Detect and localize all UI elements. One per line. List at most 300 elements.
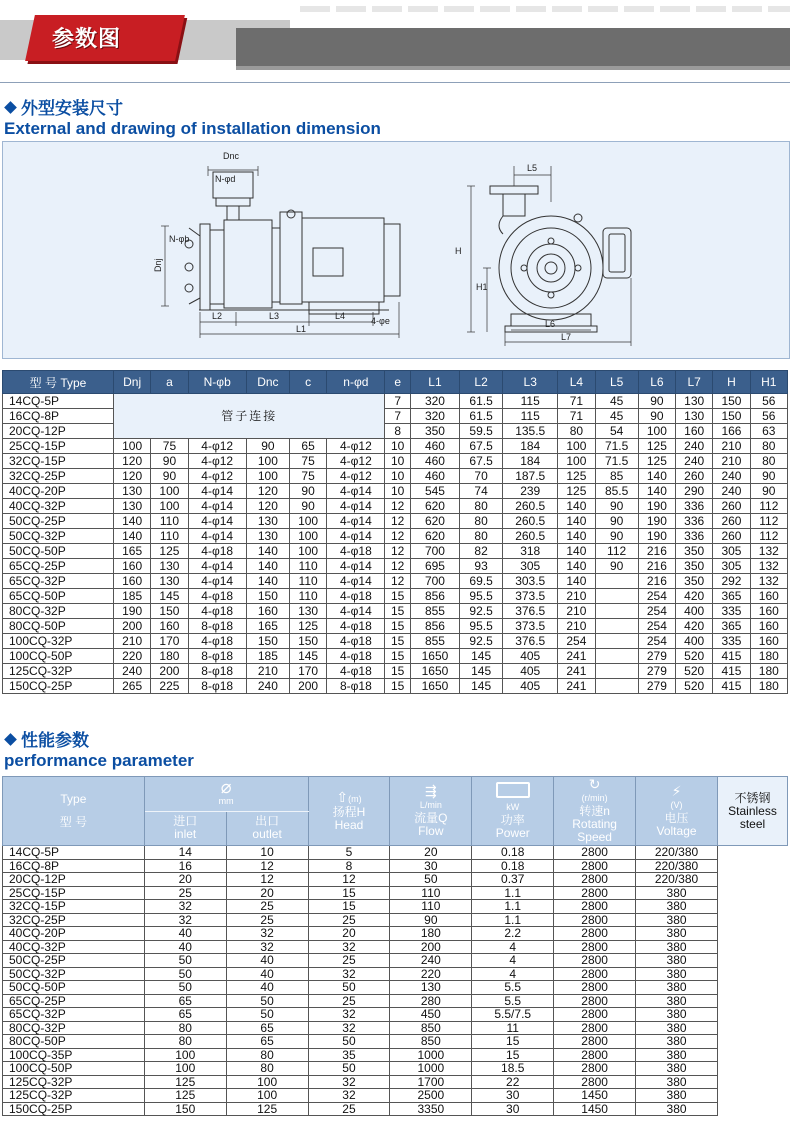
table-cell: 12 xyxy=(226,859,308,873)
table-cell: 856 xyxy=(410,589,459,604)
table-cell: 65 xyxy=(226,1021,308,1035)
table-cell: 130 xyxy=(114,499,151,514)
table-cell: 320 xyxy=(410,394,459,409)
table-row xyxy=(3,664,788,679)
table-cell: 545 xyxy=(410,484,459,499)
table-cell: 254 xyxy=(638,589,675,604)
table-cell: 2800 xyxy=(554,913,636,927)
table-cell: 4 xyxy=(472,940,554,954)
table-cell: 4-φ12 xyxy=(327,469,385,484)
table-cell: 380 xyxy=(636,1102,718,1116)
table-cell: 145 xyxy=(151,589,188,604)
table-cell: 405 xyxy=(503,649,558,664)
table-cell: 150 xyxy=(289,634,326,649)
table-cell: 61.5 xyxy=(460,409,503,424)
model-cell: 125CQ-32P xyxy=(3,664,114,679)
table-cell: 2800 xyxy=(554,954,636,968)
model-cell: 20CQ-12P xyxy=(3,873,145,887)
table-cell: 0.18 xyxy=(472,859,554,873)
table-cell: 80 xyxy=(460,499,503,514)
table-cell: 50 xyxy=(308,1035,390,1049)
table-cell: 40 xyxy=(226,981,308,995)
table-cell: 100 xyxy=(144,1062,226,1076)
table-cell: 140 xyxy=(558,514,595,529)
dim-header-col: e xyxy=(385,371,410,394)
table-cell: 1.1 xyxy=(472,886,554,900)
table-cell: 380 xyxy=(636,1062,718,1076)
table-cell: 180 xyxy=(750,649,787,664)
table-cell: 40 xyxy=(144,927,226,941)
table-cell: 216 xyxy=(638,574,675,589)
table-cell: 80 xyxy=(144,1035,226,1049)
table-cell: 320 xyxy=(410,409,459,424)
table-cell: 15 xyxy=(472,1035,554,1049)
table-cell: 4-φ12 xyxy=(188,439,246,454)
table-cell: 90 xyxy=(638,409,675,424)
table-cell: 140 xyxy=(558,559,595,574)
dim-header-col: L5 xyxy=(595,371,638,394)
model-cell: 14CQ-5P xyxy=(3,394,114,409)
table-cell: 90 xyxy=(390,913,472,927)
table-cell: 220/380 xyxy=(636,846,718,860)
table-cell: 145 xyxy=(460,649,503,664)
table-cell: 180 xyxy=(151,649,188,664)
table-cell: 11 xyxy=(472,1021,554,1035)
table-cell: 190 xyxy=(638,514,675,529)
table-cell: 30 xyxy=(390,859,472,873)
diamond-bullet-icon xyxy=(4,733,17,746)
table-cell: 90 xyxy=(289,499,326,514)
model-cell: 80CQ-50P xyxy=(3,1035,145,1049)
perf-header-outlet xyxy=(226,811,308,846)
table-row xyxy=(3,954,788,968)
table-row xyxy=(3,619,788,634)
dim-header-col: Dnj xyxy=(114,371,151,394)
table-cell: 90 xyxy=(750,484,787,499)
perf-header-outlet-en: outlet xyxy=(252,827,282,842)
table-cell: 4-φ14 xyxy=(327,484,385,499)
table-cell: 75 xyxy=(289,454,326,469)
table-cell: 240 xyxy=(246,679,289,694)
table-cell: 110 xyxy=(390,900,472,914)
table-row xyxy=(3,544,788,559)
table-cell: 140 xyxy=(638,484,675,499)
table-cell xyxy=(595,604,638,619)
table-cell: 4-φ18 xyxy=(188,589,246,604)
table-cell: 240 xyxy=(390,954,472,968)
table-cell: 115 xyxy=(503,409,558,424)
table-cell: 130 xyxy=(114,484,151,499)
perf-header-head xyxy=(308,777,390,846)
table-cell: 700 xyxy=(410,574,459,589)
perf-header-flow-en: Flow xyxy=(418,823,444,838)
perf-header-power-en: Power xyxy=(495,826,530,840)
table-cell: 850 xyxy=(390,1035,472,1049)
table-cell: 184 xyxy=(503,454,558,469)
table-cell: 80 xyxy=(460,529,503,544)
model-cell: 65CQ-32P xyxy=(3,1008,145,1022)
table-cell: 80 xyxy=(460,514,503,529)
model-cell: 32CQ-25P xyxy=(3,913,145,927)
table-cell: 290 xyxy=(676,484,713,499)
table-cell: 59.5 xyxy=(460,424,503,439)
section-dimension-title-en: External and drawing of installation dimension xyxy=(4,119,381,138)
table-cell: 5.5 xyxy=(472,994,554,1008)
table-row xyxy=(3,604,788,619)
label-l3: L3 xyxy=(269,311,280,321)
table-cell: 50 xyxy=(226,1008,308,1022)
table-cell: 150 xyxy=(246,589,289,604)
dimension-table-header-row xyxy=(3,371,788,394)
label-n-phi-d: N-φd xyxy=(215,174,236,184)
table-cell: 65 xyxy=(226,1035,308,1049)
table-cell: 185 xyxy=(246,649,289,664)
label-dnj: Dnj xyxy=(153,258,163,272)
table-cell: 350 xyxy=(676,544,713,559)
table-cell: 50 xyxy=(144,981,226,995)
table-cell: 12 xyxy=(385,529,410,544)
table-cell: 32 xyxy=(144,900,226,914)
table-row xyxy=(3,679,788,694)
table-cell: 620 xyxy=(410,499,459,514)
table-cell: 5.5/7.5 xyxy=(472,1008,554,1022)
table-cell: 4 xyxy=(472,967,554,981)
table-cell: 335 xyxy=(713,634,750,649)
table-cell: 12 xyxy=(385,574,410,589)
table-cell: 100 xyxy=(144,1048,226,1062)
table-cell: 200 xyxy=(151,664,188,679)
table-row xyxy=(3,394,788,409)
table-cell: 56 xyxy=(750,409,787,424)
table-cell: 45 xyxy=(595,394,638,409)
table-cell: 95.5 xyxy=(460,589,503,604)
table-cell: 140 xyxy=(114,514,151,529)
table-cell: 380 xyxy=(636,981,718,995)
table-cell: 65 xyxy=(144,1008,226,1022)
table-cell: 165 xyxy=(246,619,289,634)
table-cell xyxy=(595,589,638,604)
table-cell: 210 xyxy=(713,454,750,469)
table-cell: 1.1 xyxy=(472,913,554,927)
table-cell: 80 xyxy=(226,1048,308,1062)
table-row xyxy=(3,1048,788,1062)
table-cell: 180 xyxy=(390,927,472,941)
table-cell: 100 xyxy=(638,424,675,439)
table-cell: 1000 xyxy=(390,1062,472,1076)
table-cell: 100 xyxy=(289,514,326,529)
table-cell: 335 xyxy=(713,604,750,619)
table-cell: 125 xyxy=(226,1102,308,1116)
table-cell: 32 xyxy=(308,940,390,954)
table-cell: 260 xyxy=(713,529,750,544)
perf-header-head-zh: 扬程H xyxy=(332,804,366,819)
table-cell: 210 xyxy=(713,439,750,454)
perf-header-voltage xyxy=(636,777,718,846)
table-cell: 125 xyxy=(558,469,595,484)
table-row xyxy=(3,927,788,941)
table-cell: 112 xyxy=(750,514,787,529)
perf-header-speed-en1: Rotating xyxy=(572,817,617,831)
table-cell: 140 xyxy=(246,559,289,574)
table-cell: 30 xyxy=(472,1089,554,1103)
table-cell: 140 xyxy=(246,544,289,559)
table-cell: 140 xyxy=(114,529,151,544)
table-cell: 350 xyxy=(676,574,713,589)
model-cell: 16CQ-8P xyxy=(3,409,114,424)
table-cell: 32 xyxy=(308,1008,390,1022)
dim-header-col: L6 xyxy=(638,371,675,394)
table-cell: 100 xyxy=(558,439,595,454)
perf-header-flow-unit: L/min xyxy=(419,799,442,810)
table-cell: 4-φ18 xyxy=(327,544,385,559)
table-cell: 90 xyxy=(595,514,638,529)
table-cell: 415 xyxy=(713,679,750,694)
table-cell: 75 xyxy=(289,469,326,484)
table-row xyxy=(3,559,788,574)
perf-header-voltage-en: Voltage xyxy=(656,823,697,838)
table-cell: 15 xyxy=(472,1048,554,1062)
table-cell: 225 xyxy=(151,679,188,694)
model-cell: 65CQ-32P xyxy=(3,574,114,589)
dimension-table-body xyxy=(3,394,788,694)
table-cell: 50 xyxy=(226,994,308,1008)
table-cell: 15 xyxy=(385,649,410,664)
table-cell: 110 xyxy=(390,886,472,900)
table-cell: 145 xyxy=(460,679,503,694)
table-cell: 70 xyxy=(460,469,503,484)
table-cell: 10 xyxy=(385,469,410,484)
table-cell: 279 xyxy=(638,679,675,694)
table-cell: 415 xyxy=(713,664,750,679)
perf-header-inlet-en: inlet xyxy=(174,827,197,842)
table-cell: 10 xyxy=(226,846,308,860)
table-cell: 92.5 xyxy=(460,634,503,649)
table-cell: 260 xyxy=(676,469,713,484)
table-row xyxy=(3,649,788,664)
table-cell: 71.5 xyxy=(595,439,638,454)
model-cell: 65CQ-25P xyxy=(3,994,145,1008)
table-cell: 110 xyxy=(289,559,326,574)
table-cell: 279 xyxy=(638,649,675,664)
table-cell: 210 xyxy=(114,634,151,649)
table-cell: 7 xyxy=(385,394,410,409)
table-cell: 61.5 xyxy=(460,394,503,409)
dim-header-col: H xyxy=(713,371,750,394)
table-row xyxy=(3,634,788,649)
table-cell: 25 xyxy=(308,1102,390,1116)
table-cell: 71 xyxy=(558,394,595,409)
dim-header-col: n-φd xyxy=(327,371,385,394)
table-cell: 140 xyxy=(638,469,675,484)
perf-header-inlet xyxy=(144,811,226,846)
perf-header-speed-zh: 转速n xyxy=(579,804,610,818)
table-cell: 2800 xyxy=(554,1048,636,1062)
table-cell: 187.5 xyxy=(503,469,558,484)
table-cell: 318 xyxy=(503,544,558,559)
table-cell: 50 xyxy=(144,954,226,968)
table-cell: 69.5 xyxy=(460,574,503,589)
table-cell: 56 xyxy=(750,394,787,409)
table-cell: 380 xyxy=(636,1008,718,1022)
table-cell: 4-φ18 xyxy=(327,634,385,649)
table-cell: 260.5 xyxy=(503,529,558,544)
label-4-phi-e: 4-φe xyxy=(371,316,390,326)
table-cell: 365 xyxy=(713,619,750,634)
table-cell: 420 xyxy=(676,589,713,604)
table-cell: 1450 xyxy=(554,1089,636,1103)
table-cell: 130 xyxy=(151,574,188,589)
table-cell: 265 xyxy=(114,679,151,694)
dim-header-col: c xyxy=(289,371,326,394)
table-cell: 25 xyxy=(144,886,226,900)
model-cell: 100CQ-50P xyxy=(3,649,114,664)
table-cell: 110 xyxy=(289,574,326,589)
model-cell: 16CQ-8P xyxy=(3,859,145,873)
table-cell: 336 xyxy=(676,514,713,529)
table-cell: 130 xyxy=(151,559,188,574)
table-cell: 4-φ14 xyxy=(188,499,246,514)
table-cell: 150 xyxy=(144,1102,226,1116)
diameter-icon: ⌀ xyxy=(220,777,232,798)
table-cell: 4-φ18 xyxy=(327,649,385,664)
table-cell: 620 xyxy=(410,529,459,544)
table-cell: 400 xyxy=(676,604,713,619)
table-cell: 2.2 xyxy=(472,927,554,941)
table-cell: 8-φ18 xyxy=(188,649,246,664)
table-cell: 54 xyxy=(595,424,638,439)
perf-header-voltage-unit: (V) xyxy=(670,799,683,810)
table-cell: 380 xyxy=(636,1035,718,1049)
table-cell: 25 xyxy=(226,900,308,914)
perf-header-type xyxy=(3,777,145,846)
table-cell: 8 xyxy=(385,424,410,439)
table-row xyxy=(3,1021,788,1035)
table-row xyxy=(3,981,788,995)
table-row xyxy=(3,514,788,529)
table-row xyxy=(3,967,788,981)
table-cell: 4-φ14 xyxy=(188,574,246,589)
table-cell: 71 xyxy=(558,409,595,424)
table-row xyxy=(3,499,788,514)
table-cell: 405 xyxy=(503,664,558,679)
table-cell: 2800 xyxy=(554,1035,636,1049)
dim-header-col: L7 xyxy=(676,371,713,394)
table-cell: 14 xyxy=(144,846,226,860)
table-cell: 210 xyxy=(558,619,595,634)
table-cell: 185 xyxy=(114,589,151,604)
table-cell: 160 xyxy=(750,604,787,619)
table-cell: 241 xyxy=(558,664,595,679)
model-cell: 65CQ-50P xyxy=(3,589,114,604)
table-cell: 80 xyxy=(226,1062,308,1076)
table-cell: 380 xyxy=(636,954,718,968)
table-cell: 520 xyxy=(676,649,713,664)
table-cell: 184 xyxy=(503,439,558,454)
table-cell: 254 xyxy=(638,619,675,634)
table-cell: 1000 xyxy=(390,1048,472,1062)
table-cell: 0.37 xyxy=(472,873,554,887)
model-cell: 100CQ-35P xyxy=(3,1048,145,1062)
perf-header-head-unit: (m) xyxy=(348,793,362,804)
table-cell: 10 xyxy=(385,484,410,499)
table-cell: 856 xyxy=(410,619,459,634)
table-cell: 12 xyxy=(385,514,410,529)
table-cell: 260.5 xyxy=(503,514,558,529)
table-cell: 90 xyxy=(638,394,675,409)
table-cell: 63 xyxy=(750,424,787,439)
motor-icon xyxy=(496,782,530,798)
model-cell: 40CQ-20P xyxy=(3,484,114,499)
table-cell: 180 xyxy=(750,664,787,679)
table-cell: 350 xyxy=(410,424,459,439)
table-cell: 150 xyxy=(713,409,750,424)
perf-header-type-en: Type xyxy=(60,792,87,806)
label-l2: L2 xyxy=(212,311,223,321)
label-n-phi-b: N-φb xyxy=(169,234,190,244)
table-cell: 8-φ18 xyxy=(188,679,246,694)
table-cell: 10 xyxy=(385,454,410,469)
table-cell: 5.5 xyxy=(472,981,554,995)
table-row xyxy=(3,439,788,454)
table-cell: 380 xyxy=(636,967,718,981)
table-row xyxy=(3,846,788,860)
dim-header-col: L2 xyxy=(460,371,503,394)
model-cell: 14CQ-5P xyxy=(3,846,145,860)
table-cell: 4-φ14 xyxy=(188,514,246,529)
table-row xyxy=(3,1089,788,1103)
table-cell: 241 xyxy=(558,649,595,664)
table-row xyxy=(3,484,788,499)
table-cell: 4-φ14 xyxy=(327,499,385,514)
table-row xyxy=(3,589,788,604)
table-cell: 200 xyxy=(114,619,151,634)
table-cell: 8-φ18 xyxy=(188,664,246,679)
dim-header-col: Dnc xyxy=(246,371,289,394)
table-cell: 35 xyxy=(308,1048,390,1062)
table-cell: 125 xyxy=(144,1089,226,1103)
table-cell: 32 xyxy=(144,913,226,927)
table-cell: 2800 xyxy=(554,967,636,981)
lightning-icon: ⚡ xyxy=(671,782,682,799)
table-cell xyxy=(595,679,638,694)
table-cell: 132 xyxy=(750,544,787,559)
pump-drawing-svg xyxy=(3,142,789,358)
table-cell: 90 xyxy=(595,559,638,574)
table-cell: 450 xyxy=(390,1008,472,1022)
table-cell: 4-φ14 xyxy=(188,484,246,499)
label-h1: H1 xyxy=(476,282,488,292)
table-row xyxy=(3,940,788,954)
performance-table xyxy=(2,776,788,1116)
model-cell: 40CQ-20P xyxy=(3,927,145,941)
table-cell: 15 xyxy=(308,886,390,900)
banner-title: 参数图 xyxy=(52,27,122,52)
model-cell: 100CQ-50P xyxy=(3,1062,145,1076)
table-cell: 85 xyxy=(595,469,638,484)
table-row xyxy=(3,873,788,887)
model-cell: 80CQ-32P xyxy=(3,604,114,619)
table-cell: 25 xyxy=(308,913,390,927)
table-row xyxy=(3,1035,788,1049)
table-cell: 305 xyxy=(503,559,558,574)
model-cell: 50CQ-50P xyxy=(3,544,114,559)
table-cell: 45 xyxy=(595,409,638,424)
table-cell: 132 xyxy=(750,574,787,589)
model-cell: 50CQ-25P xyxy=(3,514,114,529)
dim-header-col: L3 xyxy=(503,371,558,394)
table-cell: 166 xyxy=(713,424,750,439)
table-cell: 15 xyxy=(308,900,390,914)
